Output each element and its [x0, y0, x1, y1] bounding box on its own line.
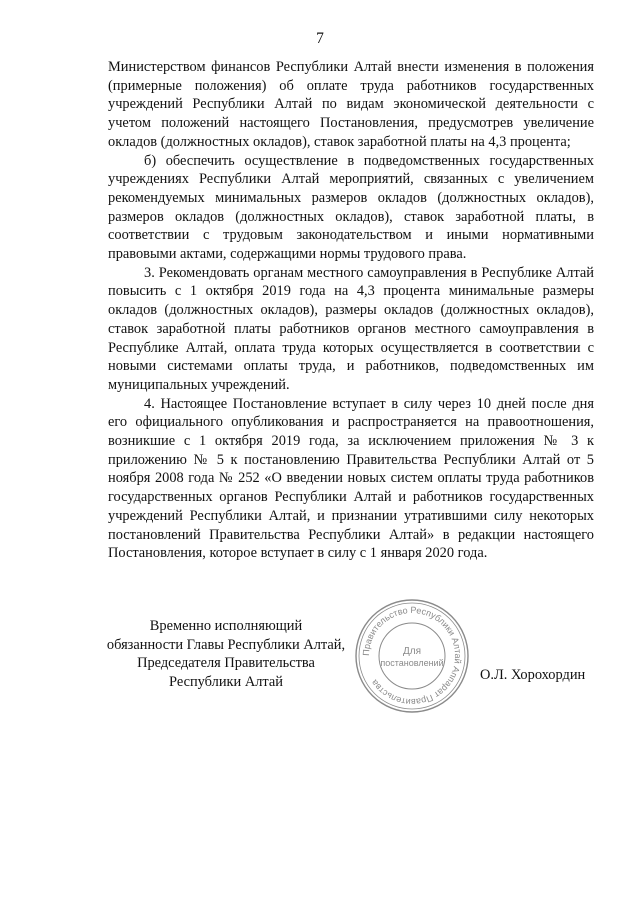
signatory-title-line: Временно исполняющий [149, 618, 303, 634]
signatory-name: О.Л. Хорохордин [480, 667, 586, 683]
paragraph-item-4: 4. Настоящее Постановление вступает в силу через 10 дней после дня его официального опубликования и распространяется на правоотношения, возникшие с 1 октября 2019 года, за исключением приложения № 3 к приложению № 5 к постановлению Правительства Республики Алтай от 5 ноября 2008 года № 252 «О введении новых систем оплаты труда работников государственных органов Республики Алтай и работников государственных учреждений Республики Алтай, и признании утратившими силу некоторых постановлений Правительства Республики Алтай» в редакции настоящего Постановления, которое вступает в силу с 1 января 2020 года. [108, 395, 594, 562]
paragraph-item-b: б) обеспечить осуществление в подведомственных государственных учреждениях Республики Алтай мероприятий, связанных с увеличением рекомендуемых минимальных размеров окладов (должностных окладов), размеров окладов (должностных окладов), ставок заработной платы, в соответствии с трудовым законодательством и иными нормативными правовыми актами, содержащими нормы трудового права. [108, 152, 594, 263]
official-stamp [352, 596, 472, 716]
signatory-title-line: Председателя Правительства [137, 655, 315, 672]
stamp-ring-text: Правительство Республики Алтай Аппарат Правительства [360, 604, 464, 708]
signatory-title-line: Республики Алтай [169, 674, 283, 691]
paragraph-continuation: Министерством финансов Республики Алтай внести изменения в положения (примерные положения) об оплате труда работников государственных учреждений Республики Алтай по видам экономической деятельности с учетом положений настоящего Постановления, предусмотрев увеличение окладов (должностных окладов), ставок заработной платы на 4,3 процента; [108, 59, 594, 150]
document-body [108, 58, 594, 563]
stamp-center-line: постановлений [380, 658, 444, 668]
paragraph-item-3: 3. Рекомендовать органам местного самоуправления в Республике Алтай повысить с 1 октября 2019 года на 4,3 процента минимальные размеры окладов (должностных окладов), размеры окладов (должностных окладов), ставок заработной платы работников органов местного самоуправления в Республике Алтай, оплата труда которых осуществляется в соответствии с новыми системами оплаты труда, и работников, подведомственных им муниципальных учреждений. [108, 264, 594, 393]
page-number: 7 [316, 30, 324, 47]
stamp-center-line: Для [402, 646, 422, 657]
signatory-title-line: обязанности Главы Республики Алтай, [106, 636, 346, 653]
signatory-title [96, 617, 356, 692]
